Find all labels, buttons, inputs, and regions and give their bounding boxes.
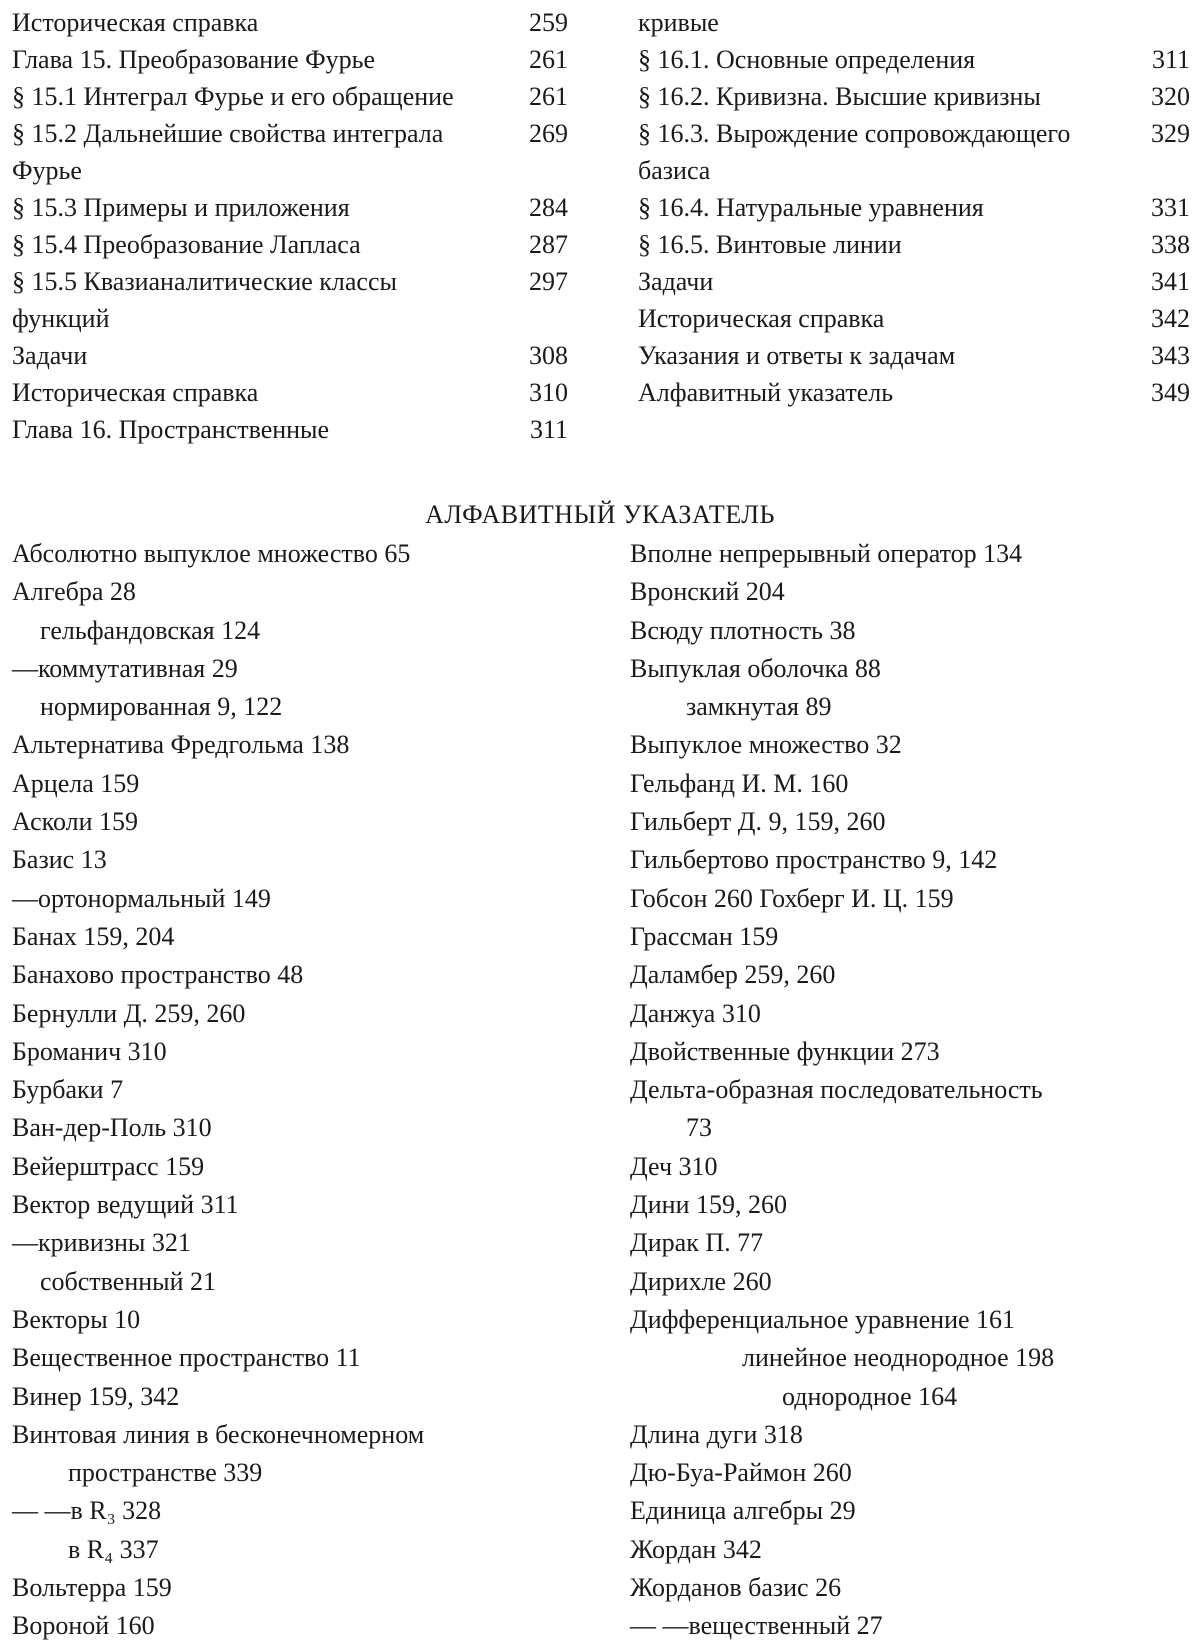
toc-entry-title: § 16.2. Кривизна. Высшие кривизны	[638, 82, 1041, 111]
index-entry: однородное 164	[782, 1381, 958, 1411]
index-entry: —кривизны 321	[12, 1228, 191, 1258]
toc-entry-title: § 16.3. Вырождение сопровождающего базиса	[638, 119, 1071, 185]
index-entry: Винер 159, 342	[12, 1381, 180, 1411]
toc-entry	[12, 78, 572, 115]
toc-entry	[638, 4, 1190, 41]
toc-entry	[12, 189, 572, 226]
index-entry: Длина дуги 318	[630, 1419, 803, 1449]
index-entry: Броманич 310	[12, 1036, 167, 1066]
index-entry: 73	[686, 1113, 712, 1143]
toc-entry	[12, 374, 572, 411]
index-entry: Дирак П. 77	[630, 1228, 764, 1258]
toc-entry-page: 297	[529, 267, 568, 296]
toc-entry-page: 331	[1151, 193, 1190, 222]
index-entry: — —вещественный 27	[630, 1611, 883, 1641]
index-entry: Алгебра 28	[12, 577, 136, 607]
index-entry: Вектор ведущий 311	[12, 1190, 239, 1220]
toc-entry	[638, 41, 1190, 78]
toc-entry-title: Задачи	[12, 341, 88, 370]
toc-entry-title: § 15.5 Квазианалитические классы функций	[12, 267, 397, 333]
index-heading: АЛФАВИТНЫЙ УКАЗАТЕЛЬ	[425, 500, 775, 529]
toc-right-column	[638, 4, 1190, 411]
index-entry: Дельта-образная последовательность	[630, 1075, 1043, 1105]
toc-entry-title: Указания и ответы к задачам	[638, 341, 956, 370]
index-entry: Даламбер 259, 260	[630, 960, 836, 990]
index-entry: Вещественное пространство 11	[12, 1343, 361, 1373]
index-entry: Единица алгебры 29	[630, 1496, 856, 1526]
toc-entry-page: 284	[529, 193, 568, 222]
toc-entry	[12, 115, 572, 189]
index-entry: Винтовая линия в бесконечномерном	[12, 1419, 425, 1449]
toc-entry	[12, 263, 572, 337]
toc-entry	[638, 300, 1190, 337]
index-entry: Асколи 159	[12, 807, 139, 837]
toc-entry-page: 261	[529, 82, 568, 111]
index-entry: линейное неоднородное 198	[742, 1343, 1055, 1373]
index-left-column	[12, 535, 612, 1646]
toc-entry-title: § 16.1. Основные определения	[638, 45, 976, 74]
toc-entry-page: 311	[529, 415, 568, 444]
toc-entry-page: 342	[1151, 304, 1190, 333]
index-entry: замкнутая 89	[686, 692, 832, 722]
toc-entry-title: § 15.1 Интеграл Фурье и его обращение	[12, 82, 454, 111]
toc-entry-title: Алфавитный указатель	[638, 378, 894, 407]
index-entry: Вольтерра 159	[12, 1573, 172, 1603]
index-entry: Абсолютно выпуклое множество 65	[12, 539, 411, 568]
index-entry: Двойственные функции 273	[630, 1036, 940, 1066]
toc-left-column	[12, 4, 572, 448]
index-entry: Жордан 342	[630, 1534, 762, 1564]
toc-entry-title: Глава 15. Преобразование Фурье	[12, 45, 376, 74]
toc-entry-title: § 16.5. Винтовые линии	[638, 230, 902, 259]
toc-entry-title: Историческая справка	[12, 8, 259, 37]
index-entry: Бурбаки 7	[12, 1075, 124, 1105]
index-entry: Дирихле 260	[630, 1266, 772, 1296]
index-entry: Гильберт Д. 9, 159, 260	[630, 807, 886, 837]
toc-entry	[12, 337, 572, 374]
toc-entry-title: § 16.4. Натуральные уравнения	[638, 193, 984, 222]
toc-entry-title: § 15.4 Преобразование Лапласа	[12, 230, 361, 259]
toc-entry-title: кривые	[638, 8, 719, 37]
index-entry: Выпуклая оболочка 88	[630, 653, 881, 683]
toc-entry-page: 259	[529, 8, 568, 37]
toc-entry	[12, 4, 572, 41]
toc-entry	[638, 78, 1190, 115]
index-entry: Вороной 160	[12, 1611, 155, 1641]
index-entry: Дини 159, 260	[630, 1190, 787, 1220]
index-entry: Вейерштрасс 159	[12, 1151, 205, 1181]
index-entry: Жорданов базис 26	[630, 1573, 842, 1603]
index-entry: — —в R₃ 328	[12, 1496, 162, 1526]
index-entry: Грассман 159	[630, 921, 779, 951]
index-entry: пространстве 339	[68, 1458, 263, 1488]
toc-entry-page: 311	[1151, 45, 1190, 74]
toc-entry	[12, 226, 572, 263]
index-entry: Всюду плотность 38	[630, 615, 856, 645]
index-entry: Бернулли Д. 259, 260	[12, 998, 246, 1028]
index-entry: Базис 13	[12, 845, 107, 875]
toc-entry-page: 310	[529, 378, 568, 407]
toc-entry	[638, 189, 1190, 226]
index-entry: гельфандовская 124	[40, 615, 261, 645]
toc-entry-title: § 15.3 Примеры и приложения	[12, 193, 350, 222]
toc-entry	[638, 337, 1190, 374]
toc-entry-title: Глава 16. Пространственные	[12, 415, 330, 444]
toc-entry	[638, 374, 1190, 411]
toc-entry-page: 349	[1151, 378, 1190, 407]
index-entry: —коммутативная 29	[12, 653, 238, 683]
toc-entry-page: 287	[529, 230, 568, 259]
toc-entry-page: 329	[1151, 119, 1190, 148]
index-entry: Гобсон 260 Гохберг И. Ц. 159	[630, 883, 954, 913]
index-entry: Выпуклое множество 32	[630, 730, 902, 760]
index-entry: Дифференциальное уравнение 161	[630, 1304, 1016, 1334]
index-entry: Арцела 159	[12, 768, 140, 798]
toc-entry	[12, 411, 572, 448]
index-right-column	[630, 535, 1190, 1646]
index-entry: Вполне непрерывный оператор 134	[630, 539, 1023, 568]
index-entry: Банах 159, 204	[12, 921, 175, 951]
toc-entry-title: § 15.2 Дальнейшие свойства интеграла Фурье	[12, 119, 444, 185]
toc-entry	[12, 41, 572, 78]
index-entry: Вронский 204	[630, 577, 785, 607]
index-entry: Гельфанд И. М. 160	[630, 768, 849, 798]
toc-entry-page: 320	[1151, 82, 1190, 111]
toc-entry-page: 341	[1151, 267, 1190, 296]
index-entry: собственный 21	[40, 1266, 217, 1296]
index-entry: Данжуа 310	[630, 998, 761, 1028]
toc-entry-title: Историческая справка	[638, 304, 885, 333]
toc-entry	[638, 115, 1190, 189]
index-entry: Векторы 10	[12, 1304, 141, 1334]
index-entry: нормированная 9, 122	[40, 692, 283, 722]
index-entry: Дю-Буа-Раймон 260	[630, 1458, 852, 1488]
toc-entry-title: Задачи	[638, 267, 714, 296]
toc-entry-title: Историческая справка	[12, 378, 259, 407]
index-entry: Ван-дер-Поль 310	[12, 1113, 212, 1143]
toc-entry-page: 308	[529, 341, 568, 370]
index-entry: Альтернатива Фредгольма 138	[12, 730, 350, 760]
toc-entry-page: 343	[1151, 341, 1190, 370]
toc-entry	[638, 263, 1190, 300]
index-entry: в R₄ 337	[68, 1534, 159, 1564]
toc-entry-page: 338	[1151, 230, 1190, 259]
index-entry: —ортонормальный 149	[12, 883, 271, 913]
toc-entry-page: 261	[529, 45, 568, 74]
table-of-contents	[0, 0, 1200, 495]
index-entry: Деч 310	[630, 1151, 718, 1181]
toc-entry-page: 269	[529, 119, 568, 148]
toc-entry	[638, 226, 1190, 263]
index-entry: Гильбертово пространство 9, 142	[630, 845, 998, 875]
index-entry: Банахово пространство 48	[12, 960, 304, 990]
